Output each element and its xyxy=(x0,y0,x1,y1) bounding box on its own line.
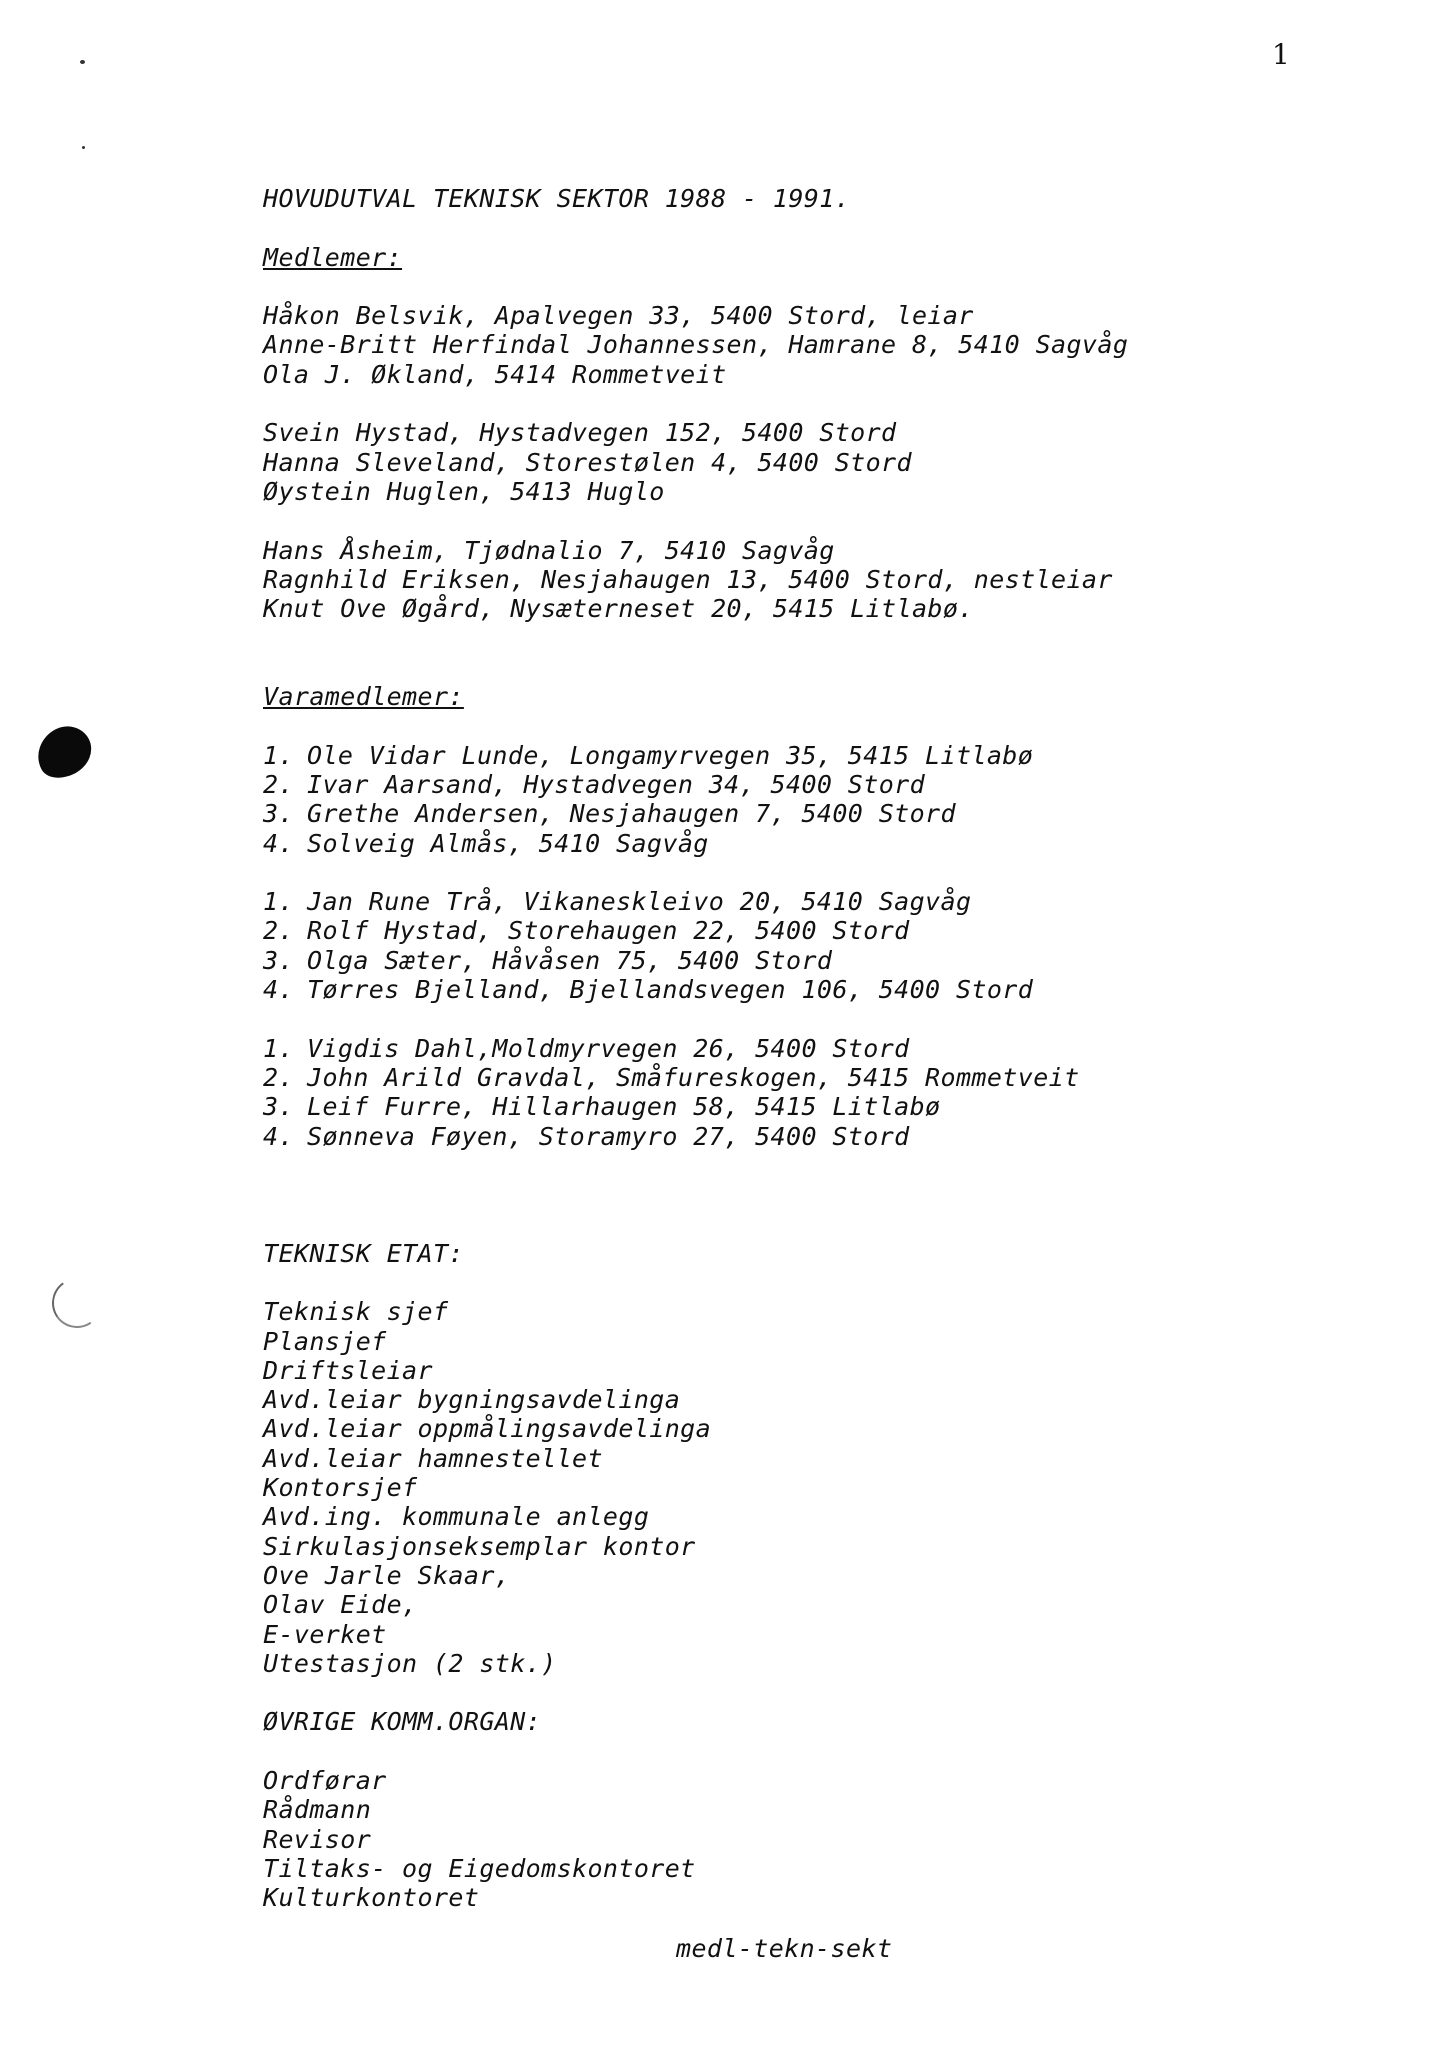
document-title: HOVUDUTVAL TEKNISK SEKTOR 1988 - 1991. xyxy=(263,184,851,213)
distribution-item: Revisor xyxy=(263,1824,372,1854)
page-number: 1 xyxy=(1272,38,1290,71)
list-number: 2. xyxy=(263,1062,294,1092)
deputy-entry xyxy=(263,1034,1383,1063)
deputy-text: Leif Furre, Hillarhaugen 58, 5415 Litlabø xyxy=(307,1092,941,1122)
deputies-group-2 xyxy=(263,887,1383,1004)
members-group-3 xyxy=(263,536,1383,624)
distribution-item: E-verket xyxy=(263,1619,387,1649)
list-number: 1. xyxy=(263,887,294,917)
member-entry: Svein Hystad, Hystadvegen 152, 5400 Stord xyxy=(263,418,897,448)
list-number: 2. xyxy=(263,769,294,799)
deputy-text: Solveig Almås, 5410 Sagvåg xyxy=(307,828,709,858)
deputy-text: Rolf Hystad, Storehaugen 22, 5400 Stord xyxy=(307,916,910,946)
distribution-item: Utestasjon (2 stk.) xyxy=(263,1648,557,1678)
distribution-item: Avd.leiar oppmålingsavdelinga xyxy=(263,1414,712,1444)
distribution-item: Olav Eide, xyxy=(263,1590,418,1620)
deputy-text: Ole Vidar Lunde, Longamyrvegen 35, 5415 Litlabø xyxy=(307,740,1034,770)
deputy-text: Vigdis Dahl,Moldmyrvegen 26, 5400 Stord xyxy=(307,1033,910,1063)
deputy-entry xyxy=(263,741,1383,770)
distribution-item: Plansjef xyxy=(263,1326,387,1356)
deputy-text: Jan Rune Trå, Vikaneskleivo 20, 5410 Sagvåg xyxy=(307,887,972,917)
list-number: 1. xyxy=(263,740,294,770)
list-number: 4. xyxy=(263,1121,294,1151)
list-number: 4. xyxy=(263,975,294,1005)
deputy-entry xyxy=(263,975,1383,1004)
document-body xyxy=(263,184,1383,1913)
distribution-item: Ordførar xyxy=(263,1766,387,1796)
distribution-item: Kontorsjef xyxy=(263,1473,418,1503)
deputies-heading: Varamedlemer: xyxy=(263,682,464,712)
deputy-text: Ivar Aarsand, Hystadvegen 34, 5400 Stord xyxy=(307,769,926,799)
member-entry: Hans Åsheim, Tjødnalio 7, 5410 Sagvåg xyxy=(263,535,835,565)
list-number: 1. xyxy=(263,1033,294,1063)
deputy-text: Sønneva Føyen, Storamyro 27, 5400 Stord xyxy=(307,1121,910,1151)
technical-dept-list xyxy=(263,1297,1383,1678)
distribution-item: Driftsleiar xyxy=(263,1355,433,1385)
deputy-entry xyxy=(263,829,1383,858)
member-entry: Hanna Sleveland, Storestølen 4, 5400 Stord xyxy=(263,447,912,477)
distribution-item: Rådmann xyxy=(263,1795,372,1825)
list-number: 4. xyxy=(263,828,294,858)
deputy-entry xyxy=(263,1092,1383,1121)
deputy-text: John Arild Gravdal, Småfureskogen, 5415 Rommetveit xyxy=(307,1062,1080,1092)
distribution-item: Sirkulasjonseksemplar kontor xyxy=(263,1531,696,1561)
distribution-item: Teknisk sjef xyxy=(263,1297,449,1327)
member-entry: Øystein Huglen, 5413 Huglo xyxy=(263,476,665,506)
deputy-text: Grethe Andersen, Nesjahaugen 7, 5400 Stord xyxy=(307,799,956,829)
technical-dept-heading: TEKNISK ETAT: xyxy=(263,1238,464,1268)
other-bodies-list xyxy=(263,1766,1383,1912)
deputies-group-1 xyxy=(263,741,1383,858)
deputy-entry xyxy=(263,916,1383,945)
list-number: 2. xyxy=(263,916,294,946)
members-group-2 xyxy=(263,418,1383,506)
distribution-item: Avd.leiar hamnestellet xyxy=(263,1443,603,1473)
member-entry: Knut Ove Øgård, Nysæterneset 20, 5415 Litlabø. xyxy=(263,594,974,624)
deputy-entry xyxy=(263,799,1383,828)
document-reference-code: medl-tekn-sekt xyxy=(676,1934,893,1963)
member-entry: Ragnhild Eriksen, Nesjahaugen 13, 5400 Stord, nestleiar xyxy=(263,564,1113,594)
member-entry: Ola J. Økland, 5414 Rommetveit xyxy=(263,359,727,389)
deputy-entry xyxy=(263,1063,1383,1092)
distribution-item: Tiltaks- og Eigedomskontoret xyxy=(263,1853,696,1883)
deputy-text: Tørres Bjelland, Bjellandsvegen 106, 5400 Stord xyxy=(307,975,1034,1005)
speck-mark xyxy=(80,60,85,64)
ink-blot xyxy=(28,718,100,787)
deputies-group-3 xyxy=(263,1034,1383,1151)
punch-hole-mark xyxy=(48,1274,106,1332)
other-bodies-heading: ØVRIGE KOMM.ORGAN: xyxy=(263,1707,542,1737)
distribution-item: Avd.ing. kommunale anlegg xyxy=(263,1502,650,1532)
member-entry: Anne-Britt Herfindal Johannessen, Hamrane 8, 5410 Sagvåg xyxy=(263,330,1129,360)
deputy-entry xyxy=(263,1122,1383,1151)
distribution-item: Avd.leiar bygningsavdelinga xyxy=(263,1385,681,1415)
members-group-1 xyxy=(263,301,1383,389)
deputy-entry xyxy=(263,887,1383,916)
list-number: 3. xyxy=(263,945,294,975)
deputy-entry xyxy=(263,946,1383,975)
speck-mark xyxy=(82,146,85,149)
member-entry: Håkon Belsvik, Apalvegen 33, 5400 Stord, leiar xyxy=(263,301,974,331)
deputy-entry xyxy=(263,770,1383,799)
distribution-item: Ove Jarle Skaar, xyxy=(263,1560,511,1590)
list-number: 3. xyxy=(263,1092,294,1122)
deputy-text: Olga Sæter, Håvåsen 75, 5400 Stord xyxy=(307,945,833,975)
members-heading: Medlemer: xyxy=(263,242,403,272)
distribution-item: Kulturkontoret xyxy=(263,1883,480,1913)
list-number: 3. xyxy=(263,799,294,829)
